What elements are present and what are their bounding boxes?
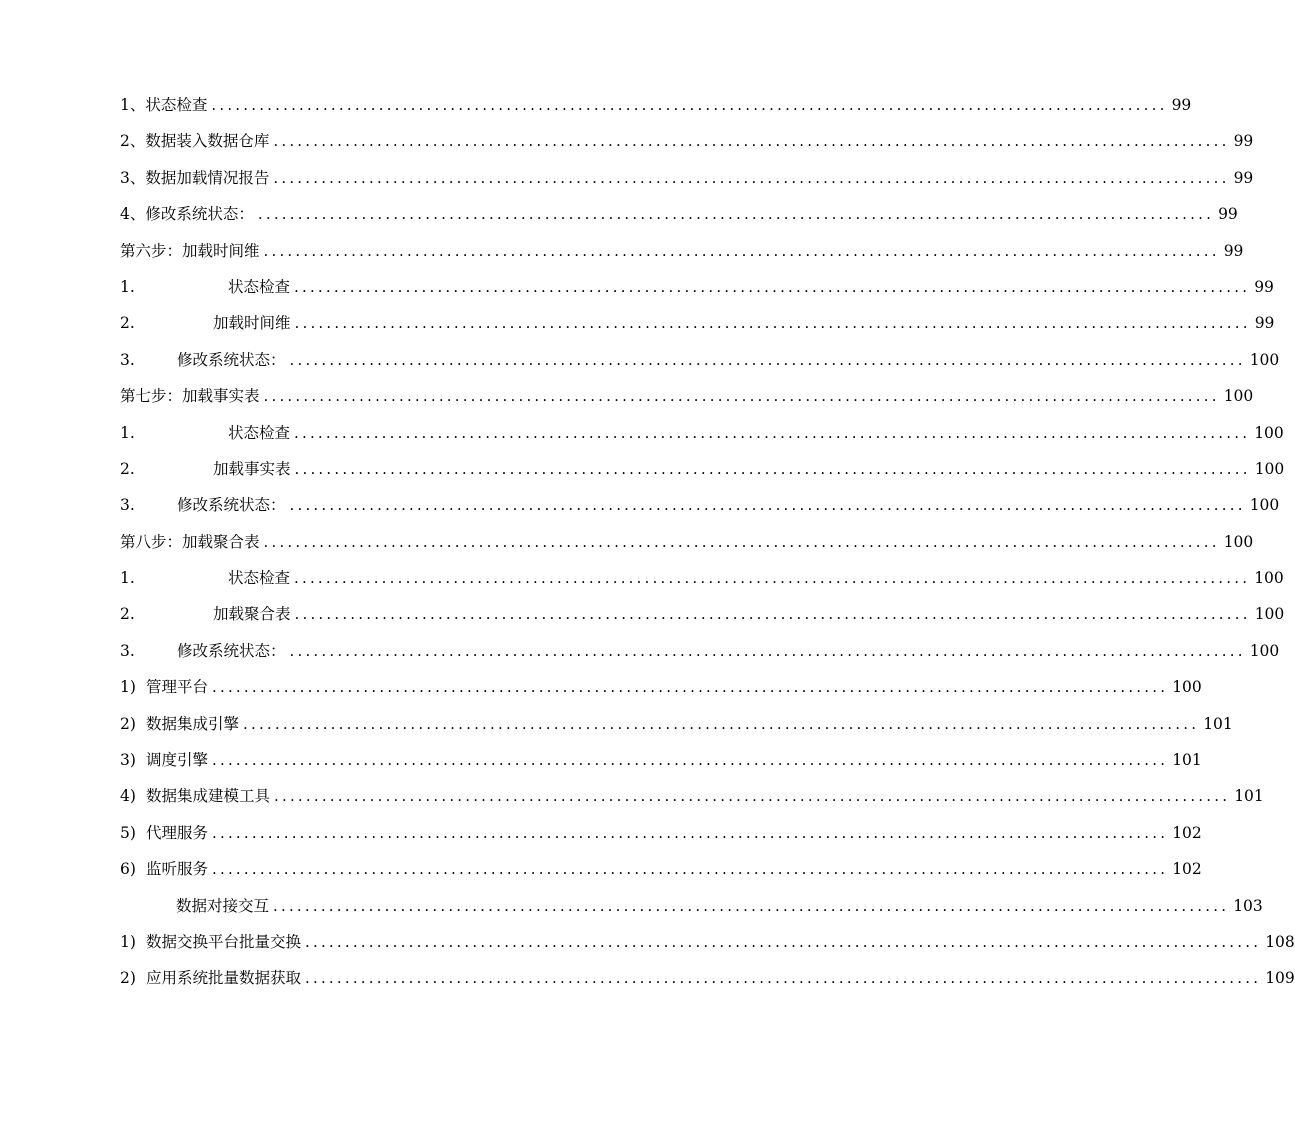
toc-entry-title: 修改系统状态： [177,641,286,660]
toc-entry-title: 数据集成建模工具 [146,787,271,806]
toc-entry[interactable] [120,385,1254,421]
toc-entry[interactable] [120,240,1244,276]
toc-entry-page-number: 103 [1233,896,1263,915]
toc-entry-page-number: 100 [1254,605,1285,624]
toc-dot-leader: ........................................................................................................................ [294,314,1251,333]
toc-entry[interactable] [120,94,1192,130]
toc-entry-number: 5) [120,823,136,842]
toc-entry-page-number: 99 [1254,314,1275,333]
toc-dot-leader: ........................................................................................................................ [212,678,1169,697]
toc-entry-number: 2. [120,605,135,624]
toc-dot-leader: ........................................................................................................................ [273,896,1230,915]
toc-entry-number: 6) [120,860,136,879]
toc-entry-title: 状态检查 [145,96,208,114]
toc-dot-leader: ........................................................................................................................ [211,96,1168,114]
toc-entry[interactable] [120,713,1233,749]
toc-entry-page-number: 109 [1265,969,1295,988]
toc-entry[interactable] [120,458,1285,494]
toc-entry-title: 加载事实表 [213,459,291,478]
toc-entry-number: 2) [120,714,136,733]
toc-dot-leader: ........................................................................................................................ [274,787,1231,806]
toc-entry[interactable] [120,567,1284,603]
toc-entry[interactable] [120,676,1202,712]
toc-entry-number: 3. [120,641,135,660]
toc-entry-title: 数据加载情况报告 [145,168,270,187]
toc-dot-leader: ........................................................................................................................ [243,714,1200,733]
toc-entry-title: 状态检查 [228,569,291,588]
toc-entry-page-number: 100 [1249,496,1280,515]
toc-entry-title: 修改系统状态： [177,496,286,515]
toc-entry-page-number: 100 [1254,459,1285,478]
toc-entry-page-number: 101 [1234,787,1264,806]
toc-entry[interactable] [120,785,1264,821]
toc-dot-leader: ........................................................................................................................ [305,932,1262,951]
toc-entry-page-number: 99 [1254,277,1274,296]
toc-dot-leader: ........................................................................................................................ [263,532,1220,551]
toc-dot-leader: ........................................................................................................................ [212,823,1169,842]
toc-dot-leader: ........................................................................................................................ [294,459,1251,478]
toc-entry-number: 3、 [120,168,146,187]
toc-entry-page-number: 100 [1254,423,1284,442]
toc-entry-title: 调度引擎 [146,751,209,770]
toc-entry-page-number: 100 [1249,641,1280,660]
toc-entry-title: 监听服务 [146,860,209,879]
toc-entry[interactable] [120,895,1263,931]
toc-entry-title: 数据对接交互 [176,896,270,915]
toc-dot-leader: ........................................................................................................................ [289,496,1246,515]
toc-entry[interactable] [120,494,1280,530]
toc-entry-title: 应用系统批量数据获取 [146,969,302,988]
toc-entry-number: 1) [120,678,136,697]
toc-entry-title: 修改系统状态： [145,205,254,224]
toc-entry-page-number: 99 [1223,241,1244,260]
toc-entry-number: 4、 [120,205,146,224]
toc-entry-number: 2) [120,969,136,988]
toc-entry[interactable] [120,167,1254,203]
toc-entry-page-number: 99 [1233,168,1254,187]
toc-entry-number: 2、 [120,132,146,151]
toc-entry-page-number: 101 [1172,751,1202,770]
toc-entry-title: 加载时间维 [213,314,291,333]
toc-entry-page-number: 108 [1265,932,1295,951]
toc-entry-title: 修改系统状态： [177,350,286,369]
toc-entry-number: 3. [120,350,135,369]
toc-entry-page-number: 100 [1223,532,1254,551]
toc-entry-number: 1. [120,277,135,296]
toc-entry-title: 数据交换平台批量交换 [146,932,302,951]
toc-entry-page-number: 102 [1172,823,1202,842]
toc-dot-leader: ........................................................................................................................ [289,350,1246,369]
toc-dot-leader: ........................................................................................................................ [273,132,1230,151]
toc-entry-title: 数据集成引擎 [146,714,240,733]
toc-entry-number: 2. [120,459,135,478]
table-of-contents [120,94,1295,1004]
toc-entry[interactable] [120,276,1274,312]
toc-entry-number: 1. [120,423,135,442]
toc-entry-page-number: 100 [1254,569,1284,588]
toc-entry[interactable] [120,640,1280,676]
toc-entry-page-number: 99 [1218,205,1238,224]
toc-entry[interactable] [120,312,1275,348]
toc-entry-title: 加载聚合表 [213,605,291,624]
toc-entry-page-number: 100 [1172,678,1202,697]
toc-entry-number: 3) [120,751,136,770]
toc-entry-number: 4) [120,787,136,806]
toc-entry-page-number: 100 [1223,387,1254,406]
toc-entry-title: 管理平台 [146,678,209,697]
toc-dot-leader: ........................................................................................................................ [305,969,1262,988]
toc-dot-leader: ........................................................................................................................ [289,641,1246,660]
toc-entry-page-number: 99 [1233,132,1254,151]
toc-entry-number: 1) [120,932,136,951]
toc-entry-number: 2. [120,314,135,333]
toc-entry-page-number: 102 [1172,860,1202,879]
toc-dot-leader: ........................................................................................................................ [294,569,1251,588]
toc-entry-title: 第七步：加载事实表 [120,387,260,406]
toc-entry-number: 1. [120,569,135,588]
toc-entry-page-number: 99 [1171,96,1192,114]
toc-dot-leader: ........................................................................................................................ [294,605,1251,624]
toc-dot-leader: ........................................................................................................................ [212,751,1169,770]
toc-dot-leader: ........................................................................................................................ [263,241,1220,260]
toc-entry[interactable] [120,967,1295,1003]
toc-entry[interactable] [120,422,1284,458]
toc-dot-leader: ........................................................................................................................ [294,277,1251,296]
toc-entry-page-number: 101 [1203,714,1233,733]
toc-entry[interactable] [120,858,1202,894]
toc-entry[interactable] [120,822,1202,858]
toc-entry[interactable] [120,203,1238,239]
toc-entry-title: 数据装入数据仓库 [145,132,270,151]
toc-dot-leader: ........................................................................................................................ [257,205,1215,224]
toc-entry-number: 3. [120,496,135,515]
toc-entry-title: 状态检查 [228,277,291,296]
toc-entry-page-number: 100 [1249,350,1280,369]
toc-entry-number: 1、 [120,96,146,114]
toc-entry-title: 第八步：加载聚合表 [120,532,260,551]
toc-entry[interactable] [120,349,1280,385]
toc-dot-leader: ........................................................................................................................ [212,860,1169,879]
toc-entry[interactable] [120,531,1254,567]
toc-entry-title: 状态检查 [228,423,291,442]
toc-entry-title: 代理服务 [146,823,209,842]
toc-entry[interactable] [120,130,1254,166]
toc-entry[interactable] [120,931,1295,967]
toc-entry[interactable] [120,749,1202,785]
toc-dot-leader: ........................................................................................................................ [263,387,1220,406]
toc-dot-leader: ........................................................................................................................ [294,423,1251,442]
toc-entry-title: 第六步：加载时间维 [120,241,260,260]
toc-dot-leader: ........................................................................................................................ [273,168,1230,187]
toc-entry[interactable] [120,603,1285,639]
